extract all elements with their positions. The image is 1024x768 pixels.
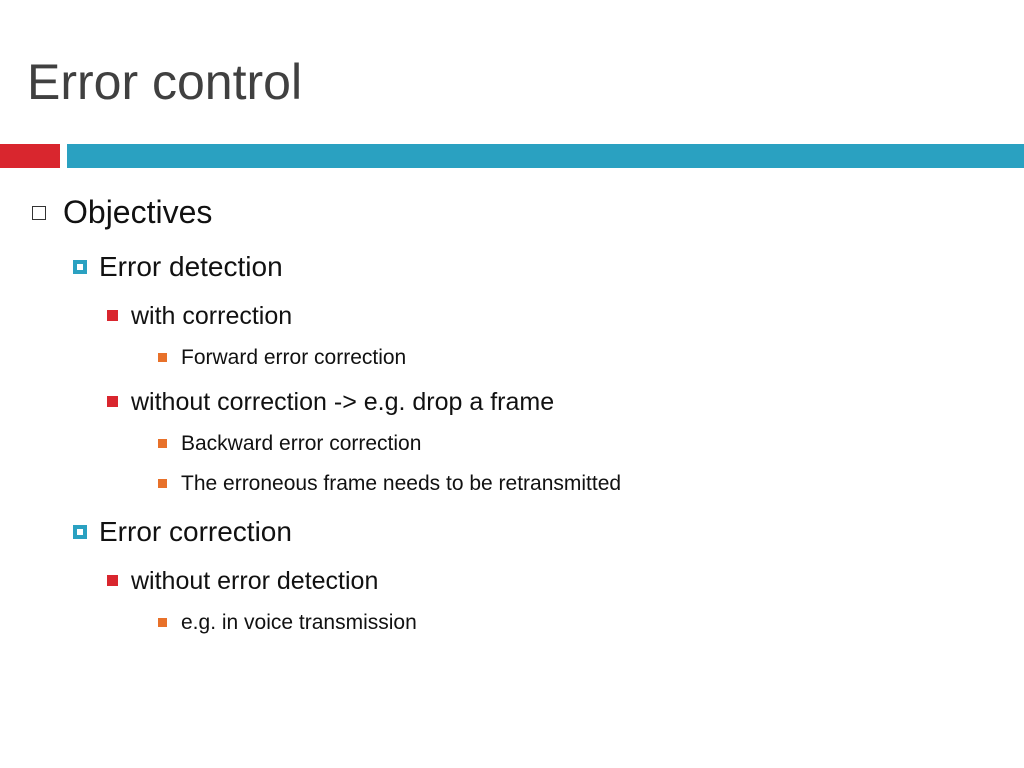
bullet-with-correction: with correction	[131, 302, 293, 330]
orange-square-bullet-icon	[158, 353, 167, 362]
orange-square-bullet-icon	[158, 439, 167, 448]
title-accent-bar-red	[0, 144, 60, 168]
title-accent-bar-blue	[67, 144, 1024, 168]
bullet-error-correction: Error correction	[99, 516, 292, 547]
hollow-square-bullet-icon	[32, 206, 46, 220]
blue-square-bullet-icon	[73, 525, 87, 539]
red-square-bullet-icon	[107, 396, 118, 407]
red-square-bullet-icon	[107, 575, 118, 586]
blue-square-bullet-icon	[73, 260, 87, 274]
bullet-inner-square	[77, 529, 83, 535]
red-square-bullet-icon	[107, 310, 118, 321]
orange-square-bullet-icon	[158, 479, 167, 488]
bullet-voice-transmission: e.g. in voice transmission	[181, 611, 417, 634]
bullet-without-error-detection: without error detection	[131, 567, 379, 595]
bullet-erroneous-frame: The erroneous frame needs to be retransmitted	[181, 472, 622, 495]
bullet-forward-error-correction: Forward error correction	[181, 346, 407, 369]
orange-square-bullet-icon	[158, 618, 167, 627]
slide-title: Error control	[27, 54, 303, 110]
bullet-inner-square	[77, 264, 83, 270]
bullet-backward-error-correction: Backward error correction	[181, 432, 422, 455]
bullet-without-correction: without correction -> e.g. drop a frame	[131, 388, 555, 416]
bullet-objectives: Objectives	[63, 194, 213, 230]
bullet-error-detection: Error detection	[99, 251, 283, 282]
